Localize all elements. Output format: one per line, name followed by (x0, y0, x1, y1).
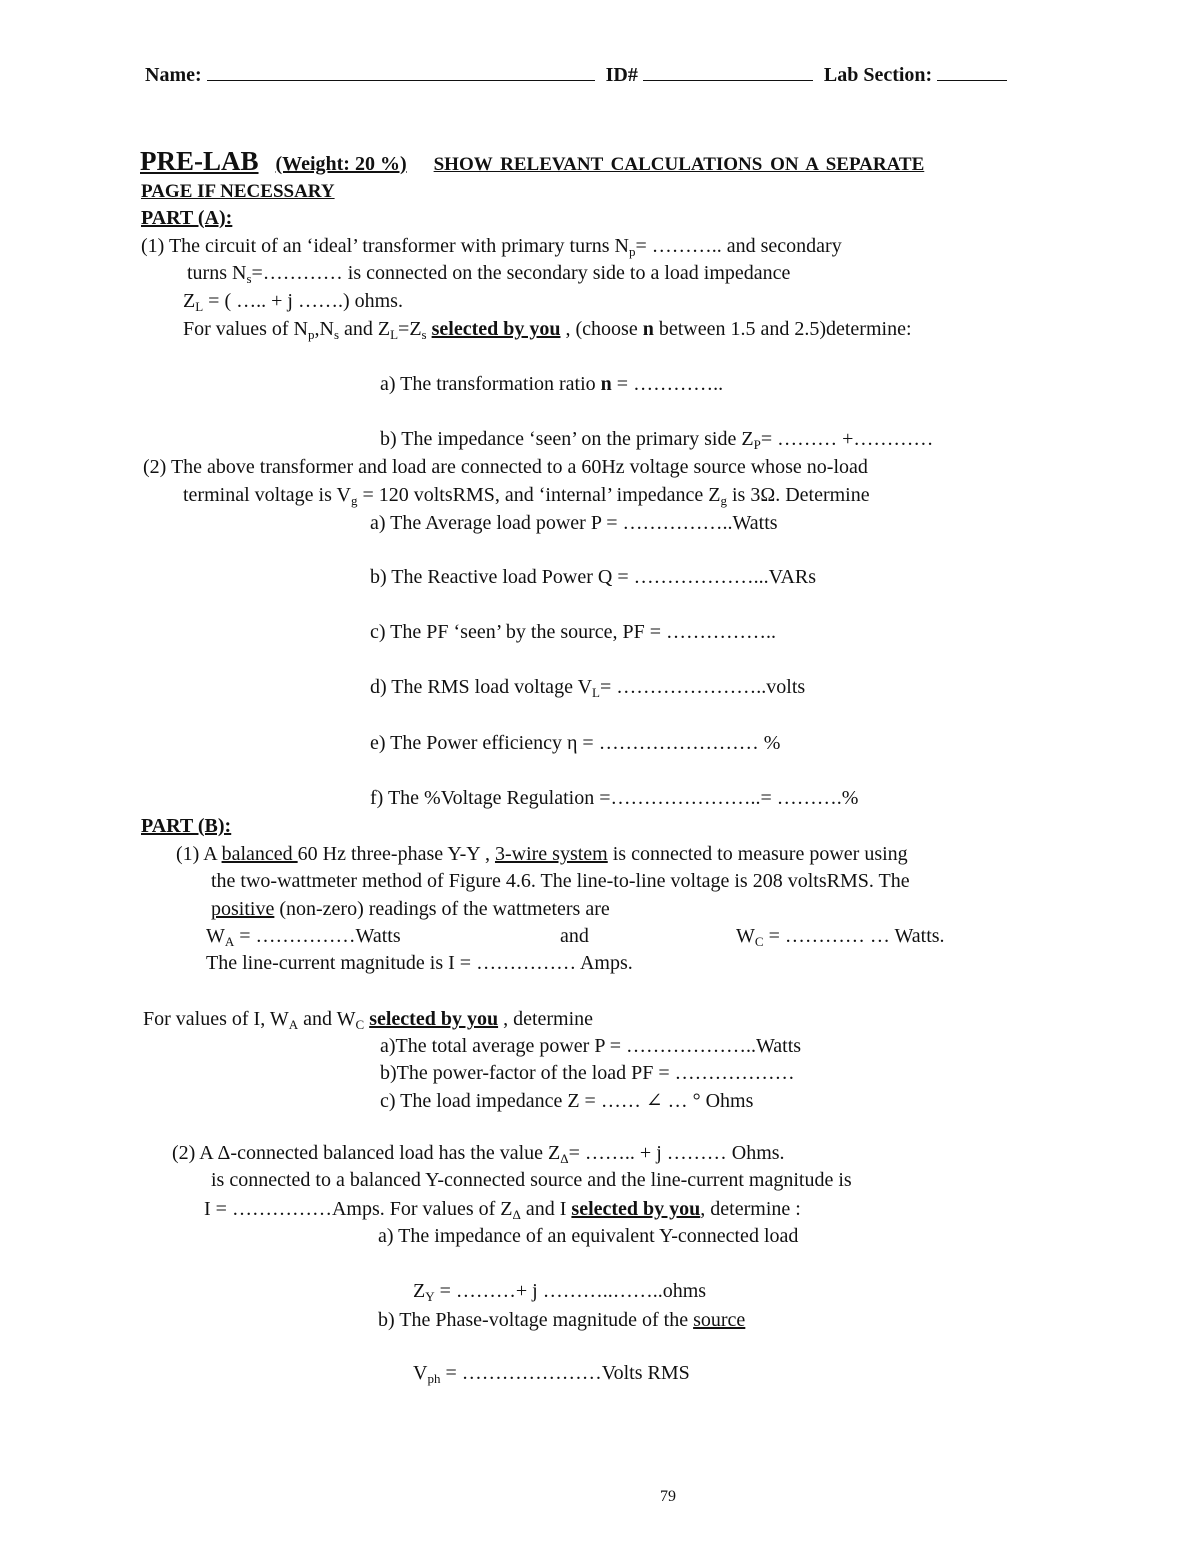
part-b-vph: $V_{ph}$ = …………………Volts RMS (413, 1362, 690, 1386)
part-b-wc-reading: $W_C$ = ………… … Watts. (736, 925, 945, 949)
selected-by-you-emphasis: selected by you (431, 318, 561, 340)
header-fields (145, 60, 1007, 87)
page-number: 79 (660, 1488, 676, 1505)
part-a-q1-line1: (1) The circuit of an ‘ideal’ transformer with primary turns $N_p=$ ……….. and secondary (141, 235, 842, 259)
part-b-q1b: b)The power-factor of the load PF = ……………… (380, 1062, 795, 1084)
part-a-q1-line4: For values of $N_p,N_s$ and $Z_L=Z_s$ selected by you , (choose n between 1.5 and 2.5)determine: (183, 318, 912, 342)
lab-section-label: Lab Section: (823, 64, 933, 86)
weight-label: (Weight: 20 %) (275, 153, 407, 175)
part-b-q2-line1: (2) A Δ-connected balanced load has the value $Z_\Delta=$ …….. + j ……… Ohms. (172, 1142, 785, 1166)
lab-section-blank (937, 60, 1007, 81)
part-a-q2-line1: (2) The above transformer and load are connected to a 60Hz voltage source whose no-load (143, 456, 868, 478)
part-a-q2e: e) The Power efficiency η = …………………… % (370, 732, 781, 754)
part-b-for-values: For values of I, $W_A$ and $W_C$ selected by you , determine (143, 1008, 594, 1032)
part-b-q1c: c) The load impedance Z = …… ∠ … ° Ohms (380, 1090, 754, 1112)
part-b-line-current: The line-current magnitude is I = …………… Amps. (206, 952, 633, 974)
part-b-zy: $Z_Y$ = ………+ j ………..……..ohms (413, 1280, 707, 1304)
part-a-q2d: d) The RMS load voltage $V_L=$ …………………..volts (370, 676, 806, 700)
part-b-q1-line3: positive (non-zero) readings of the wattmeters are (211, 898, 610, 920)
id-label: ID# (605, 64, 638, 86)
part-a-q2-line2: terminal voltage is $V_g = 120$ voltsRMS, and ‘internal’ impedance $Z_g$ is 3Ω. Determine (183, 484, 870, 508)
part-a-heading: PART (A): (141, 207, 233, 229)
calc-instruction-cont: PAGE IF NECESSARY (141, 181, 335, 202)
part-a-q2f: f) The %Voltage Regulation =…………………..= ……….% (370, 787, 859, 809)
part-b-q2b: b) The Phase-voltage magnitude of the source (378, 1309, 746, 1331)
part-a-q2a: a) The Average load power P = ……………..Watts (370, 512, 778, 534)
part-b-q2a: a) The impedance of an equivalent Y-connected load (378, 1225, 799, 1247)
part-a-q1-line3: $Z_L$ = ( ….. + j …….) ohms. (183, 290, 403, 314)
part-a-q2b: b) The Reactive load Power Q = ………………...VARs (370, 566, 817, 588)
part-a-q2c: c) The PF ‘seen’ by the source, PF = …………….. (370, 621, 777, 643)
part-b-q1-line2: the two-wattmeter method of Figure 4.6. The line-to-line voltage is 208 voltsRMS. The (211, 870, 910, 892)
prelab-title-line (140, 146, 924, 180)
part-a-q1a: a) The transformation ratio n = ………….. (380, 373, 724, 395)
part-b-wa-reading: $W_A$ = ……………Watts (206, 925, 401, 949)
calc-instruction: SHOW RELEVANT CALCULATIONS ON A SEPARATE (433, 154, 925, 175)
part-b-heading: PART (B): (141, 815, 232, 837)
name-label: Name: (145, 64, 202, 86)
part-b-q1-line1: (1) A balanced 60 Hz three-phase Y-Y , 3-wire system is connected to measure power using (176, 843, 908, 865)
prelab-title: PRE-LAB (140, 146, 259, 176)
id-blank (643, 60, 813, 81)
name-blank (207, 60, 595, 81)
part-b-q2-line2: is connected to a balanced Y-connected source and the line-current magnitude is (211, 1169, 852, 1191)
part-a-q1-line2: turns $N_s=\dots\dots\dots\dots$ is connected on the secondary side to a load impedance (187, 262, 791, 286)
part-a-q1b: b) The impedance ‘seen’ on the primary side $Z_P=$ ……… +………… (380, 428, 934, 452)
part-b-q1a: a)The total average power P = ………………..Watts (380, 1035, 802, 1057)
part-b-q2-line3: I = ……………Amps. For values of $Z_\Delta$ and I selected by you, determine : (204, 1198, 801, 1222)
part-b-and: and (560, 925, 589, 947)
